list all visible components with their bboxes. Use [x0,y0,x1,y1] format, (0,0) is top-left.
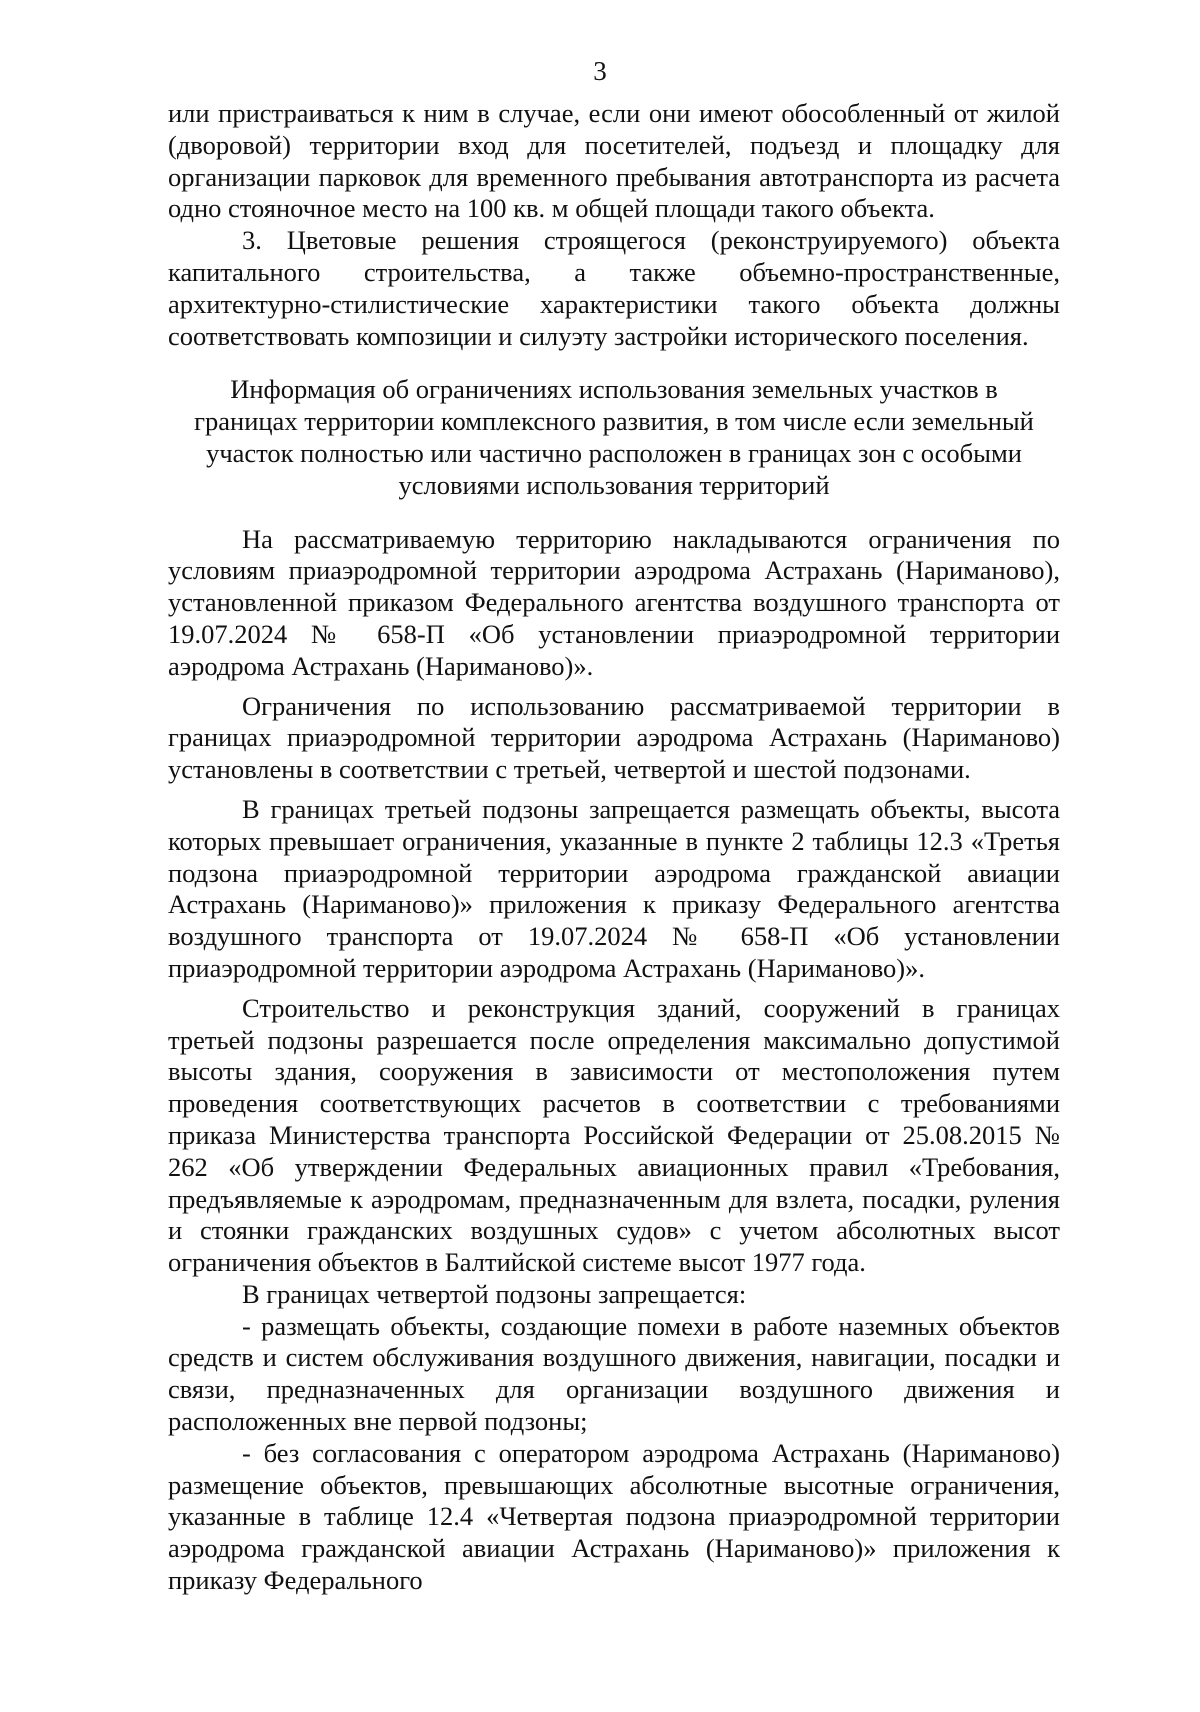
paragraph-construction: Строительство и реконструкция зданий, сооружений в границах третьей подзоны разрешается после определения максимально допустимой высоты здания, сооружения в зависимости от местоположения путем проведения соответствующих расчетов в соответствии с требованиями приказа Министерства транспорта Российской Федерации от 25.08.2015 № 262 «Об утверждении Федеральных авиационных правил «Требования, предъявляемые к аэродромам, предназначенным для взлета, посадки, руления и стоянки гражданских воздушных судов» с учетом абсолютных высот ограничения объектов в Балтийской системе высот 1977 года. [168,992,1060,1278]
paragraph-color-solutions: 3. Цветовые решения строящегося (реконструируемого) объекта капитального строительства, а также объемно-пространственные, архитектурно-стилистические характеристики такого объекта должны соответствовать композиции и силуэту застройки исторического поселения. [168,225,1060,351]
document-content [168,98,1060,1597]
section-heading: Информация об ограничениях использования земельных участков в границах территории комплексного развития, в том числе если земельный участок полностью или частично расположен в границах зон с особыми условиями использования территорий [194,374,1034,500]
list-item-height-limits: - без согласования с оператором аэродрома Астрахань (Нариманово) размещение объектов, превышающих абсолютные высотные ограничения, указанные в таблице 12.4 «Четвертая подзона приаэродромной территории аэродрома гражданской авиации Астрахань (Нариманово)» приложения к приказу Федерального [168,1437,1060,1596]
paragraph-fourth-subzone-heading: В границах четвертой подзоны запрещается: [242,1278,747,1309]
list-item-interference: - размещать объекты, создающие помехи в работе наземных объектов средств и систем обслуживания воздушного движения, навигации, посадки и связи, предназначенных для организации воздушного движения и расположенных вне первой подзоны; [168,1310,1060,1437]
paragraph-subzones: Ограничения по использованию рассматриваемой территории в границах приаэродромной территории аэродрома Астрахань (Нариманово) установлены в соответствии с третьей, четвертой и шестой подзонами. [168,690,1060,785]
paragraph-continuation: или пристраиваться к ним в случае, если они имеют обособленный от жилой (дворовой) территории вход для посетителей, подъезд и площадку для организации парковок для временного пребывания автотранспорта из расчета одно стояночное место на 100 кв. м общей площади такого объекта. [168,98,1060,224]
page-number: 3 [593,56,607,86]
paragraph-restrictions-intro: На рассматриваемую территорию накладываются ограничения по условиям приаэродромной территории аэродрома Астрахань (Нариманово), установленной приказом Федерального агентства воздушного транспорта от 19.07.2024 № 658-П «Об установлении приаэродромной территории аэродрома Астрахань (Нариманово)». [168,523,1060,681]
paragraph-third-subzone: В границах третьей подзоны запрещается размещать объекты, высота которых превышает ограничения, указанные в пункте 2 таблицы 12.3 «Третья подзона приаэродромной территории аэродрома гражданской авиации Астрахань (Нариманово)» приложения к приказу Федерального агентства воздушного транспорта от 19.07.2024 № 658-П «Об установлении приаэродромной территории аэродрома Астрахань (Нариманово)». [168,793,1060,983]
